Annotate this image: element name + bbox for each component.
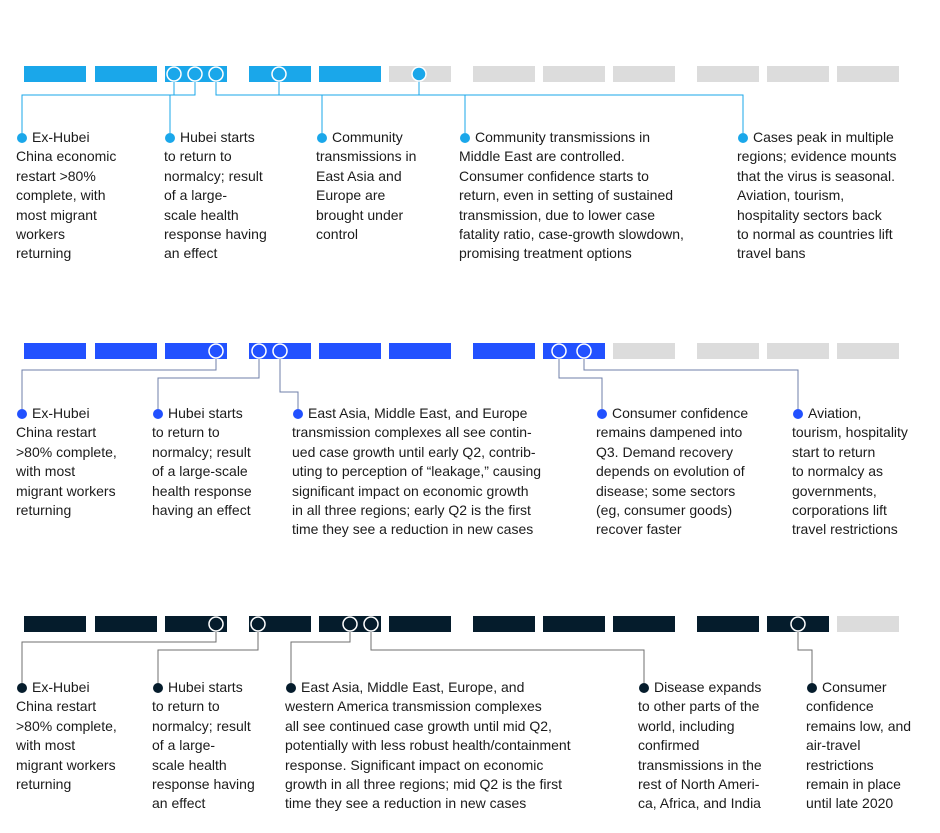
scenario-3-milestone-marker (251, 617, 265, 631)
annotation-line: Ex-Hubei (32, 679, 90, 695)
annotation-line: Consumer confidence starts to (459, 167, 649, 184)
annotation-line: most migrant (16, 206, 97, 223)
annotation-line: an effect (164, 245, 218, 262)
annotation-line: returning (16, 502, 72, 519)
annotation-line: Ex-Hubei (32, 405, 90, 421)
annotation-line: China restart (16, 424, 97, 441)
annotation-line: that the virus is seasonal. (737, 167, 895, 184)
scenario-3-milestone-marker (364, 617, 378, 631)
scenario-3-connector-line (291, 631, 350, 683)
annotation-line: Hubei starts (180, 129, 255, 145)
scenario-3-connector-line (371, 631, 644, 683)
annotation-line: corporations lift (792, 502, 887, 519)
annotation-line: response having (164, 226, 267, 243)
annotation-line: migrant workers (16, 482, 116, 499)
annotation-line: depends on evolution of (596, 463, 745, 480)
annotation-line: recover faster (596, 521, 682, 538)
scenario-3-connector-line (22, 631, 216, 683)
annotation-line: start to return (792, 443, 876, 460)
annotation-line: response. Significant impact on economic (285, 756, 544, 773)
annotation-line: Consumer (822, 679, 887, 695)
annotation-line: restrictions (806, 756, 874, 773)
annotation-line: (eg, consumer goods) (596, 502, 733, 519)
scenario-3-annotation-4 (638, 678, 762, 814)
annotation-line: significant impact on economic growth (292, 482, 529, 499)
annotation-line: ued case growth until early Q2, contrib- (292, 443, 536, 460)
annotation-line: air-travel (806, 737, 861, 754)
annotation-line: health response (152, 482, 252, 499)
annotation-line: tourism, hospitality (792, 424, 908, 441)
annotation-line: transmissions in the (638, 756, 762, 773)
annotation-line: workers (16, 226, 66, 243)
annotation-line: complete, with (16, 187, 106, 204)
annotation-line: scale health (164, 206, 239, 223)
annotation-line: confidence (806, 698, 874, 715)
annotation-line: time they see a reduction in new cases (292, 521, 534, 538)
annotation-line: response having (152, 776, 255, 793)
annotation-line: with most (16, 737, 76, 754)
scenario-3-annotation-1 (16, 678, 117, 794)
annotation-line: transmissions in (316, 148, 417, 165)
annotation-line: uting to perception of “leakage,” causing (292, 463, 542, 480)
scenario-3-connector-line (798, 631, 812, 683)
annotation-line: Hubei starts (168, 405, 243, 421)
annotation-line: having an effect (152, 502, 251, 519)
annotation-line: to return to (164, 148, 232, 165)
annotation-line: Aviation, tourism, (737, 187, 845, 204)
annotation-line: travel bans (737, 245, 806, 262)
annotation-line: until late 2020 (806, 795, 894, 812)
annotation-line: of a large-scale (152, 463, 248, 480)
annotation-line: Consumer confidence (612, 405, 749, 421)
annotation-line: East Asia, Middle East, Europe, and (301, 679, 525, 695)
annotation-line: hospitality sectors back (737, 206, 882, 223)
annotation-line: brought under (316, 206, 404, 223)
annotation-line: regions; evidence mounts (737, 148, 897, 165)
annotation-line: governments, (792, 482, 877, 499)
annotation-line: to normal as countries lift (737, 226, 893, 243)
annotation-line: rest of North Ameri- (638, 776, 760, 793)
annotation-line: promising treatment options (459, 245, 632, 262)
annotation-line: all see continued case growth until mid Q2, (285, 717, 552, 734)
annotation-line: returning (16, 245, 72, 262)
scenario-3-annotation-2 (152, 678, 255, 814)
annotation-line: Community (332, 129, 403, 145)
annotation-line: Aviation, (808, 405, 862, 421)
annotation-line: normalcy; result (152, 443, 251, 460)
annotation-line: migrant workers (16, 756, 116, 773)
annotation-line: Cases peak in multiple (753, 129, 894, 145)
scenario-3-annotation-3 (285, 678, 571, 814)
annotation-line: world, including (638, 717, 735, 734)
annotation-line: growth in all three regions; mid Q2 is the first (285, 776, 563, 793)
annotation-line: confirmed (638, 737, 700, 754)
annotation-line: remain in place (806, 776, 901, 793)
scenario-3-connector-line (158, 631, 258, 683)
annotation-line: with most (16, 463, 76, 480)
annotation-line: of a large- (152, 737, 216, 754)
annotation-line: of a large- (164, 187, 228, 204)
annotation-line: remains dampened into (596, 424, 743, 441)
annotation-line: returning (16, 776, 72, 793)
scenario-3-milestone-marker (791, 617, 805, 631)
annotation-line: Community transmissions in (475, 129, 651, 145)
annotation-line: East Asia, Middle East, and Europe (308, 405, 528, 421)
annotation-line: Q3. Demand recovery (596, 443, 733, 460)
annotation-line: an effect (152, 795, 206, 812)
annotation-line: disease; some sectors (596, 482, 736, 499)
annotation-line: return, even in setting of sustained (459, 187, 674, 204)
scenario-3-annotation-5 (806, 678, 911, 814)
annotation-line: Hubei starts (168, 679, 243, 695)
annotation-line: control (316, 226, 359, 243)
annotation-line: time they see a reduction in new cases (285, 795, 527, 812)
annotation-line: Europe are (316, 187, 386, 204)
annotation-line: Disease expands (654, 679, 762, 695)
annotation-line: East Asia and (316, 167, 402, 184)
annotation-line: Ex-Hubei (32, 129, 90, 145)
annotation-line: normalcy; result (152, 717, 251, 734)
annotation-line: fatality ratio, case-growth slowdown, (459, 226, 684, 243)
annotation-line: to other parts of the (638, 698, 760, 715)
annotation-line: transmission, due to lower case (459, 206, 656, 223)
annotation-line: China restart (16, 698, 97, 715)
annotation-line: >80% complete, (16, 443, 117, 460)
annotation-line: scale health (152, 756, 227, 773)
scenario-3-milestone-marker (343, 617, 357, 631)
scenario-3-milestone-marker (209, 617, 223, 631)
annotation-line: to normalcy as (792, 463, 884, 480)
annotation-line: normalcy; result (164, 167, 263, 184)
annotation-line: remains low, and (806, 717, 912, 734)
annotation-line: Middle East are controlled. (459, 148, 625, 165)
annotation-line: to return to (152, 698, 220, 715)
annotation-line: restart >80% (16, 167, 96, 184)
annotation-line: >80% complete, (16, 717, 117, 734)
annotation-line: ca, Africa, and India (638, 795, 761, 812)
annotation-line: transmission complexes all see contin- (292, 424, 532, 441)
annotation-line: to return to (152, 424, 220, 441)
annotation-line: in all three regions; early Q2 is the first (292, 502, 531, 519)
annotation-line: travel restrictions (792, 521, 898, 538)
annotation-line: potentially with less robust health/containment (285, 737, 571, 754)
annotation-line: China economic (16, 148, 117, 165)
annotation-line: western America transmission complexes (285, 698, 542, 715)
